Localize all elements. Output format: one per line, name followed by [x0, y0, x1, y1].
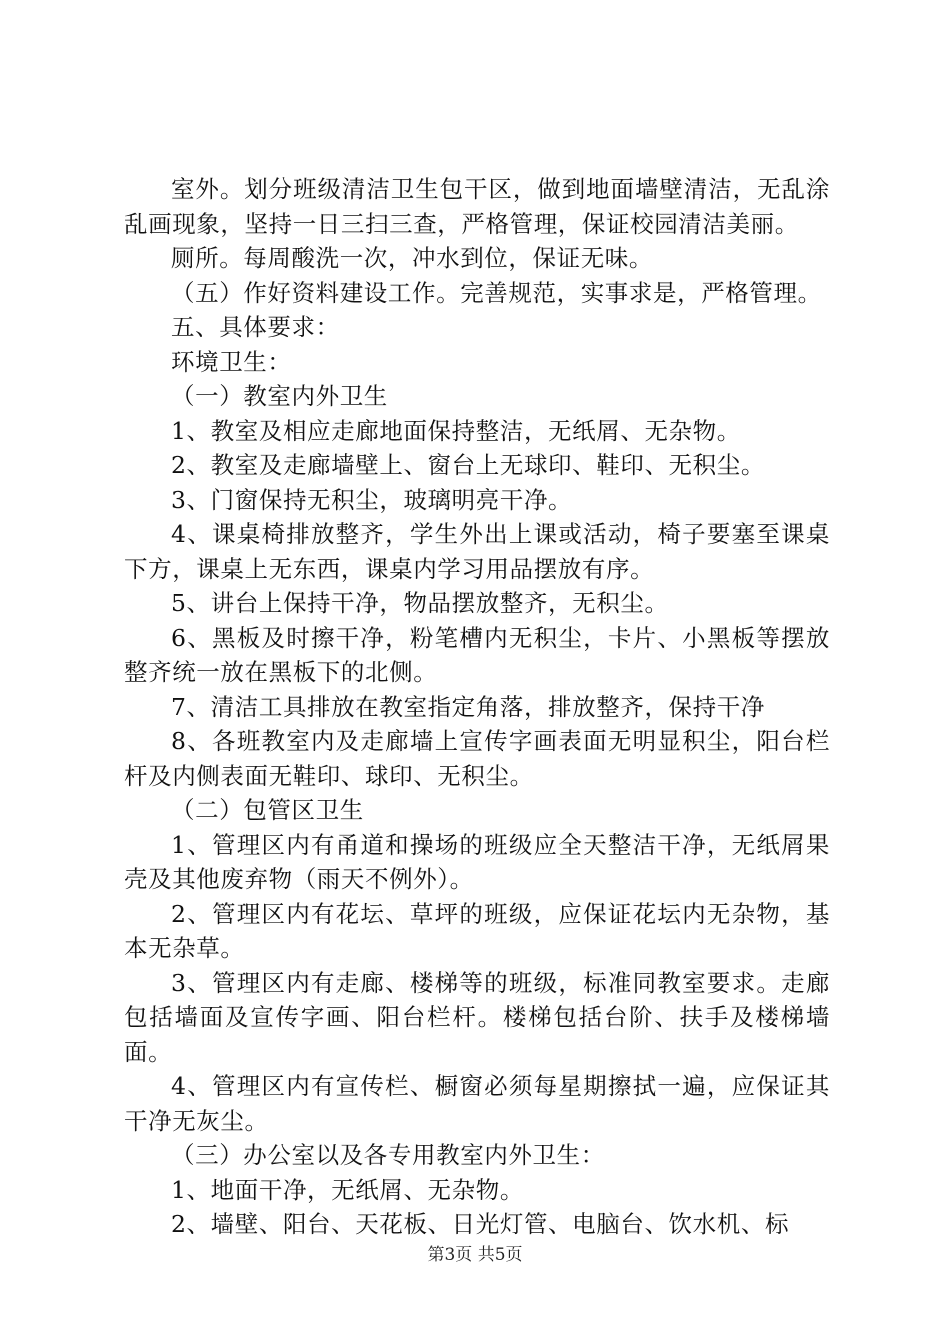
subsection-heading: 环境卫生： [171, 347, 292, 376]
subsection-heading: （三）办公室以及各专用教室内外卫生： [171, 1141, 605, 1169]
list-item: 1、地面干净，无纸屑、无杂物。 [171, 1175, 524, 1204]
list-item: 5、讲台上保持干净，物品摆放整齐，无积尘。 [171, 589, 669, 617]
list-item: 1、教室及相应走廊地面保持整洁，无纸屑、无杂物。 [171, 416, 741, 445]
paragraph: （五）作好资料建设工作。完善规范，实事求是，严格管理。 [171, 278, 822, 307]
document-body [124, 172, 830, 1242]
paragraph: 厕所。每周酸洗一次，冲水到位，保证无味。 [171, 244, 653, 272]
list-item: 3、门窗保持无积尘，玻璃明亮干净。 [171, 485, 573, 514]
section-heading: 五、具体要求： [171, 313, 340, 341]
list-item: 6、黑板及时擦干净，粉笔槽内无积尘，卡片、小黑板等摆放整齐统一放在黑板下的北侧。 [124, 623, 830, 686]
paragraph: 室外。划分班级清洁卫生包干区，做到地面墙壁清洁，无乱涂乱画现象，坚持一日三扫三查，严格管理，保证校园清洁美丽。 [124, 175, 830, 238]
list-item: 2、管理区内有花坛、草坪的班级，应保证花坛内无杂物，基本无杂草。 [124, 899, 830, 962]
list-item: 3、管理区内有走廊、楼梯等的班级，标准同教室要求。走廊包括墙面及宣传字画、阳台栏杆。楼梯包括台阶、扶手及楼梯墙面。 [124, 968, 830, 1066]
list-item: 4、课桌椅排放整齐，学生外出上课或活动，椅子要塞至课桌下方，课桌上无东西，课桌内学习用品摆放有序。 [124, 520, 830, 583]
list-item: 4、管理区内有宣传栏、橱窗必须每星期擦拭一遍，应保证其干净无灰尘。 [124, 1072, 830, 1135]
subsection-heading: （一）教室内外卫生 [171, 382, 388, 410]
subsection-heading: （二）包管区卫生 [171, 796, 364, 824]
list-item: 2、教室及走廊墙壁上、窗台上无球印、鞋印、无积尘。 [171, 451, 765, 479]
list-item: 8、各班教室内及走廊墙上宣传字画表面无明显积尘，阳台栏杆及内侧表面无鞋印、球印、无积尘。 [124, 727, 830, 790]
page-footer: 第3页 共5页 [427, 1245, 523, 1265]
list-item: 7、清洁工具排放在教室指定角落，排放整齐，保持干净 [171, 692, 765, 721]
list-item: 1、管理区内有甬道和操场的班级应全天整洁干净，无纸屑果壳及其他废弃物（雨天不例外）。 [124, 830, 830, 893]
list-item: 2、墙壁、阳台、天花板、日光灯管、电脑台、饮水机、标 [171, 1210, 790, 1238]
